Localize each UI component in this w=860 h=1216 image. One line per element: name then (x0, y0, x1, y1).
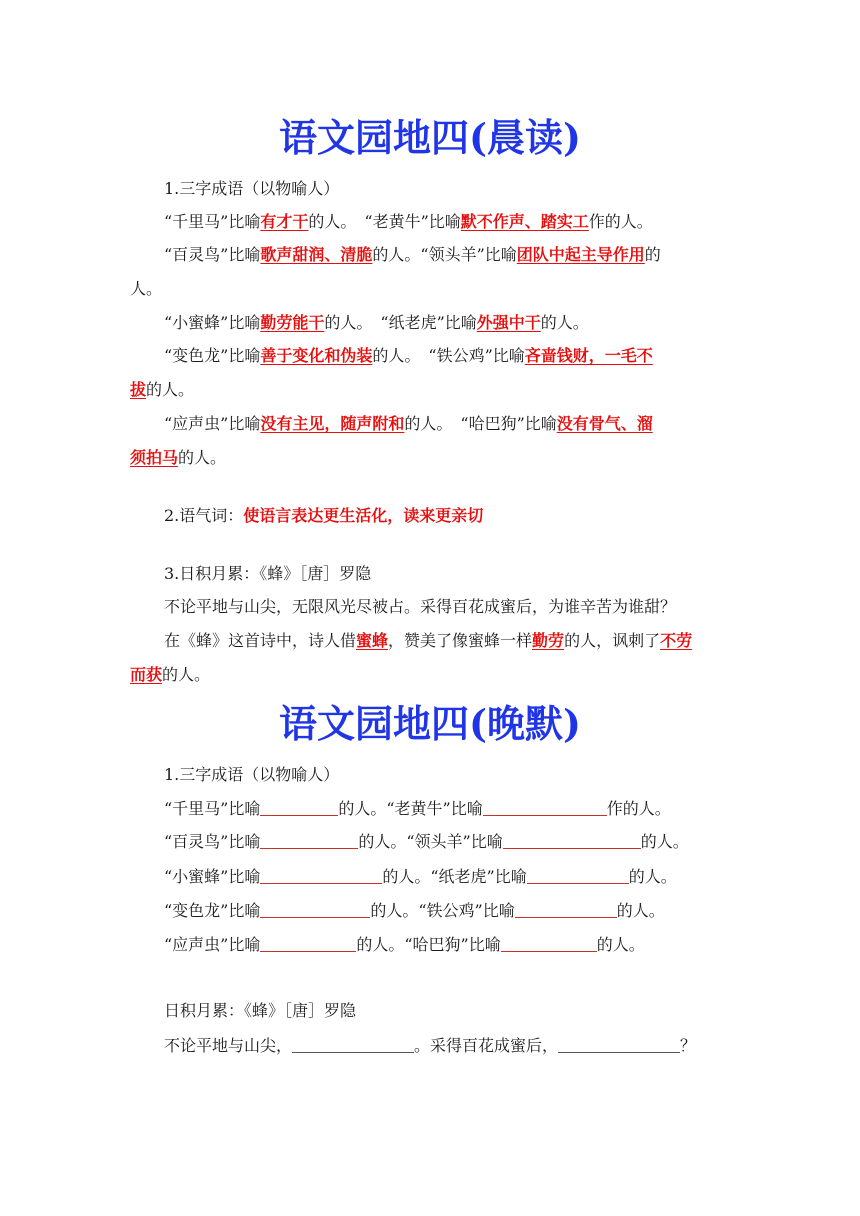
evening-poem-heading: 日积月累：《蜂》［唐］罗隐 (164, 1001, 357, 1020)
answer-blank[interactable] (260, 832, 358, 849)
answer-text: 没有主见，随声附和 (260, 414, 405, 433)
answer-text: 吝啬钱财，一毛不 (524, 346, 653, 365)
answer-text: 而获 (130, 665, 163, 684)
answer-text: 勤劳 (532, 631, 565, 650)
answer-text: 不劳 (660, 631, 693, 650)
morning-idiom-row-1: “千里马”比喻有才干的人。 “老黄牛”比喻默不作声、踏实工作的人。 (164, 212, 653, 231)
morning-poem-analysis: 在《蜂》这首诗中，诗人借蜜蜂，赞美了像蜜蜂一样勤劳的人，讽刺了不劳 (164, 631, 693, 650)
answer-blank[interactable] (260, 935, 356, 952)
answer-text: 拔 (130, 380, 147, 399)
answer-text: 歌声甜润、清脆 (260, 245, 373, 264)
morning-idiom-row-2-cont: 人。 (130, 279, 163, 298)
answer-text: 外强中干 (476, 313, 541, 332)
evening-idioms-heading: 1.三字成语（以物喻人） (164, 765, 340, 784)
morning-idioms-heading: 1.三字成语（以物喻人） (164, 179, 340, 198)
evening-idiom-row-5: “应声虫”比喻 的人。“哈巴狗”比喻 的人。 (164, 935, 645, 954)
morning-idiom-row-4: “变色龙”比喻善于变化和伪装的人。 “铁公鸡”比喻吝啬钱财，一毛不 (164, 346, 653, 365)
answer-blank[interactable] (260, 799, 338, 816)
answer-text: 勤劳能干 (260, 313, 325, 332)
answer-text: 须拍马 (130, 448, 179, 467)
evening-idiom-row-1: “千里马”比喻 的人。“老黄牛”比喻 作的人。 (164, 799, 671, 818)
answer-text: 没有骨气、溜 (556, 414, 653, 433)
evening-idiom-row-4: “变色龙”比喻 的人。“铁公鸡”比喻 的人。 (164, 901, 665, 920)
morning-idiom-row-4-cont: 拔的人。 (130, 380, 195, 399)
morning-idiom-row-5-cont: 须拍马的人。 (130, 448, 227, 467)
answer-blank[interactable] (292, 1036, 414, 1053)
evening-poem-line: 不论平地与山尖， 。采得百花成蜜后， ？ (164, 1036, 697, 1055)
evening-idiom-row-2: “百灵鸟”比喻 的人。“领头羊”比喻 的人。 (164, 832, 689, 851)
answer-blank[interactable] (515, 901, 617, 918)
answer-text: 使语言表达更生活化，读来更亲切 (243, 506, 484, 525)
morning-poem-text: 不论平地与山尖，无限风光尽被占。采得百花成蜜后，为谁辛苦为谁甜？ (164, 597, 677, 616)
morning-title: 语文园地四(晨读) (279, 115, 581, 160)
answer-blank[interactable] (558, 1036, 680, 1053)
answer-text: 团队中起主导作用 (516, 245, 645, 264)
answer-blank[interactable] (503, 832, 641, 849)
answer-blank[interactable] (260, 901, 370, 918)
answer-text: 善于变化和伪装 (260, 346, 373, 365)
evening-title: 语文园地四(晚默) (279, 701, 581, 746)
morning-poem-analysis-cont: 而获的人。 (130, 665, 211, 684)
morning-poem-heading: 3.日积月累：《蜂》［唐］罗隐 (164, 564, 372, 583)
answer-blank[interactable] (527, 867, 629, 884)
evening-idiom-row-3: “小蜜蜂”比喻 的人。“纸老虎”比喻 的人。 (164, 867, 677, 886)
answer-blank[interactable] (501, 935, 597, 952)
answer-text: 蜜蜂 (356, 631, 389, 650)
morning-idiom-row-2: “百灵鸟”比喻歌声甜润、清脆的人。“领头羊”比喻团队中起主导作用的 (164, 245, 661, 264)
answer-text: 默不作声、踏实工 (460, 212, 589, 231)
morning-idiom-row-5: “应声虫”比喻没有主见，随声附和的人。 “哈巴狗”比喻没有骨气、溜 (164, 414, 653, 433)
morning-idiom-row-3: “小蜜蜂”比喻勤劳能干的人。 “纸老虎”比喻外强中干的人。 (164, 313, 589, 332)
answer-blank[interactable] (260, 867, 382, 884)
answer-text: 有才干 (260, 212, 309, 231)
answer-blank[interactable] (483, 799, 607, 816)
morning-modal-particle-line: 2.语气词：使语言表达更生活化，读来更亲切 (164, 506, 484, 525)
